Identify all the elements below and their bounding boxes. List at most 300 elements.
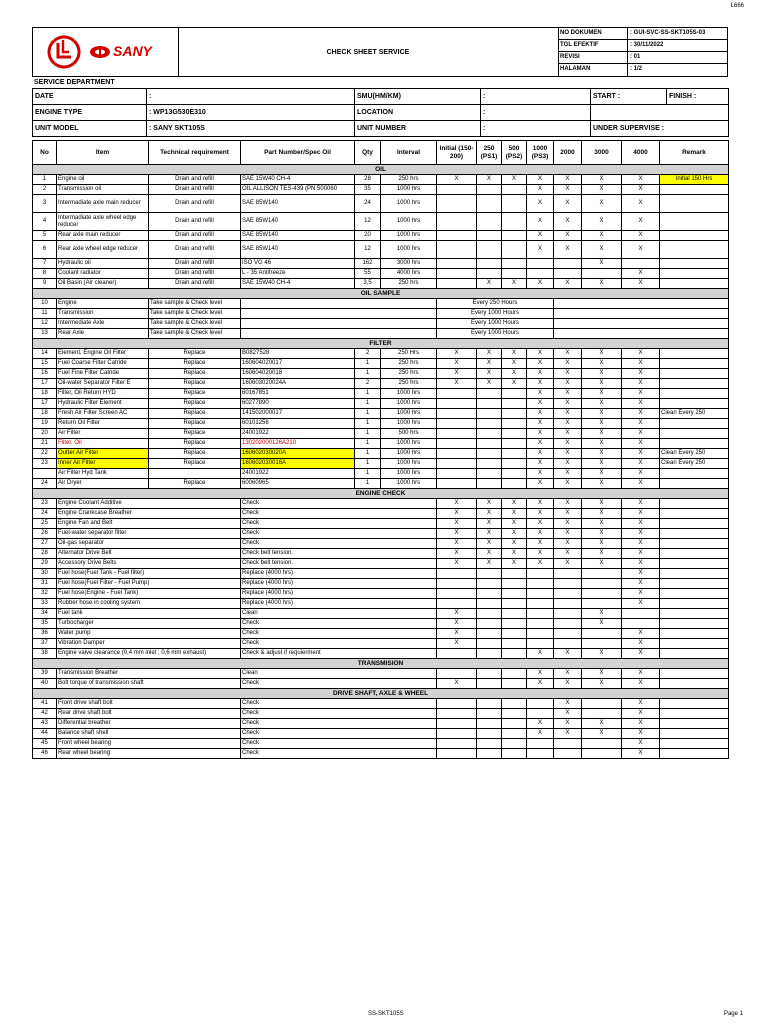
table-cell: Outter Air Filter xyxy=(57,449,149,459)
table-cell: Fuel hose(Engine - Fuel Tank) xyxy=(57,589,241,599)
table-cell xyxy=(477,609,502,619)
table-cell: X xyxy=(527,449,554,459)
table-cell xyxy=(660,379,729,389)
table-row xyxy=(33,629,729,639)
table-cell xyxy=(502,449,527,459)
table-row xyxy=(33,419,729,429)
table-cell: SAE 15W40 CH-4 xyxy=(241,279,355,289)
service-department-label: SERVICE DEPARTMENT xyxy=(34,79,115,86)
table-cell: Drain and refill xyxy=(149,195,241,213)
table-cell: Transmission Breather xyxy=(57,669,241,679)
table-cell xyxy=(502,259,527,269)
table-cell: Take sample & Check level xyxy=(149,299,241,309)
table-cell: X xyxy=(527,195,554,213)
table-cell: 160602030020A xyxy=(241,449,355,459)
table-cell: X xyxy=(527,349,554,359)
table-cell: Replace (4000 hrs) xyxy=(241,569,437,579)
table-cell: Drain and refill xyxy=(149,231,241,241)
table-cell: X xyxy=(582,619,622,629)
table-cell: X xyxy=(622,213,660,231)
column-header: 500 (PS2) xyxy=(502,141,527,165)
table-cell: Take sample & Check level xyxy=(149,319,241,329)
table-cell: 41 xyxy=(33,699,57,709)
table-cell: 9 xyxy=(33,279,57,289)
table-cell xyxy=(554,319,729,329)
table-cell: X xyxy=(582,399,622,409)
table-row xyxy=(33,259,729,269)
table-cell: Fuel Fine Filter Catride xyxy=(57,369,149,379)
table-cell: X xyxy=(582,359,622,369)
table-cell xyxy=(554,579,582,589)
table-cell xyxy=(660,599,729,609)
table-cell: 27 xyxy=(33,539,57,549)
table-cell: OIL ALLISON TES-439 (PN 500060 xyxy=(241,185,355,195)
table-cell: 1000 hrs xyxy=(381,439,437,449)
doc-info-value: : 01 xyxy=(630,54,641,60)
company-emblem-icon xyxy=(47,35,81,69)
table-row xyxy=(33,709,729,719)
table-row xyxy=(33,599,729,609)
table-cell xyxy=(502,241,527,259)
table-cell: Return Oil Filter xyxy=(57,419,149,429)
table-cell xyxy=(527,599,554,609)
unit-model-label: UNIT MODEL xyxy=(33,121,147,137)
table-cell xyxy=(660,231,729,241)
table-cell: X xyxy=(477,359,502,369)
table-row xyxy=(33,241,729,259)
table-row xyxy=(33,299,729,309)
table-cell: 1 xyxy=(355,469,381,479)
table-cell: 1000 hrs xyxy=(381,479,437,489)
table-cell xyxy=(660,469,729,479)
table-cell: 10 xyxy=(33,299,57,309)
column-header: No xyxy=(33,141,57,165)
table-cell xyxy=(502,579,527,589)
table-cell: 46 xyxy=(33,749,57,759)
table-cell: Balance shaft shell xyxy=(57,729,241,739)
table-cell xyxy=(660,639,729,649)
table-cell: Bolt torque of transmission shaft xyxy=(57,679,241,689)
table-cell: X xyxy=(477,549,502,559)
table-cell xyxy=(437,469,477,479)
table-cell: 35 xyxy=(33,619,57,629)
table-cell: 5 xyxy=(33,231,57,241)
table-cell: X xyxy=(502,539,527,549)
table-cell: X xyxy=(554,419,582,429)
location-field[interactable]: : xyxy=(481,105,591,121)
table-cell xyxy=(527,579,554,589)
section-header xyxy=(33,659,729,669)
table-cell: X xyxy=(554,729,582,739)
table-cell xyxy=(660,185,729,195)
table-row xyxy=(33,319,729,329)
table-cell: X xyxy=(554,195,582,213)
table-cell: 11 xyxy=(33,309,57,319)
table-cell: X xyxy=(582,539,622,549)
table-cell xyxy=(554,599,582,609)
table-cell: Drain and refill xyxy=(149,241,241,259)
sany-logo-icon xyxy=(89,45,111,59)
table-cell xyxy=(502,749,527,759)
table-cell xyxy=(554,569,582,579)
table-cell: X xyxy=(554,359,582,369)
table-cell: X xyxy=(582,369,622,379)
table-cell: X xyxy=(527,399,554,409)
doc-info-key: HALAMAN xyxy=(558,64,628,76)
table-cell: 25 xyxy=(33,519,57,529)
table-row xyxy=(33,409,729,419)
table-cell: X xyxy=(437,559,477,569)
table-cell: 21 xyxy=(33,439,57,449)
table-cell: 1 xyxy=(355,479,381,489)
table-cell xyxy=(502,459,527,469)
table-cell: 12 xyxy=(355,241,381,259)
table-cell xyxy=(437,399,477,409)
table-row xyxy=(33,459,729,469)
table-row xyxy=(33,669,729,679)
table-cell: 60060965 xyxy=(241,479,355,489)
table-cell: X xyxy=(502,509,527,519)
table-cell: Rear axle main reducer xyxy=(57,231,149,241)
table-cell: X xyxy=(554,539,582,549)
table-cell: X xyxy=(582,389,622,399)
table-cell xyxy=(477,389,502,399)
table-cell: X xyxy=(527,669,554,679)
table-cell: Fuel-water separator filter xyxy=(57,529,241,539)
section-title: OIL xyxy=(33,165,729,175)
table-cell xyxy=(502,213,527,231)
table-cell: Differential breather xyxy=(57,719,241,729)
table-cell: X xyxy=(582,231,622,241)
table-cell: Filter, Oil xyxy=(57,439,149,449)
table-cell xyxy=(477,719,502,729)
table-cell: X xyxy=(554,529,582,539)
table-cell xyxy=(437,231,477,241)
table-cell: Check xyxy=(241,719,437,729)
table-row xyxy=(33,369,729,379)
table-cell: 38 xyxy=(33,649,57,659)
table-cell xyxy=(149,469,241,479)
table-cell: X xyxy=(502,369,527,379)
table-cell: X xyxy=(554,559,582,569)
engine-type-label: ENGINE TYPE xyxy=(33,105,147,121)
doc-info-row xyxy=(558,40,727,52)
table-cell: X xyxy=(502,529,527,539)
table-cell: Clean Every 250 xyxy=(660,409,729,419)
table-row xyxy=(33,449,729,459)
finish-field[interactable]: FINISH : xyxy=(667,89,729,105)
start-field[interactable]: START : xyxy=(591,89,667,105)
table-cell xyxy=(477,729,502,739)
table-cell: 250 hrs xyxy=(381,379,437,389)
table-row xyxy=(33,509,729,519)
table-cell: X xyxy=(554,449,582,459)
table-cell: Turbocharger xyxy=(57,619,241,629)
table-cell xyxy=(660,629,729,639)
table-cell: Oil Basin (Air cleaner) xyxy=(57,279,149,289)
table-cell: X xyxy=(622,279,660,289)
table-cell: X xyxy=(527,419,554,429)
table-cell: Transmission xyxy=(57,309,149,319)
table-cell: Check xyxy=(241,509,437,519)
table-row xyxy=(33,579,729,589)
table-cell: X xyxy=(437,349,477,359)
table-cell: Fuel hose(Fuel Filter - Fuel Pump) xyxy=(57,579,241,589)
table-cell: X xyxy=(477,349,502,359)
table-cell xyxy=(582,699,622,709)
table-cell: X xyxy=(622,269,660,279)
table-cell: X xyxy=(437,175,477,185)
table-cell xyxy=(502,719,527,729)
table-cell xyxy=(527,639,554,649)
table-cell xyxy=(502,479,527,489)
table-cell: 250 hrs xyxy=(381,359,437,369)
table-cell: Alternator Drive Belt xyxy=(57,549,241,559)
table-cell: 13 xyxy=(33,329,57,339)
table-cell: 55 xyxy=(355,269,381,279)
table-cell xyxy=(582,639,622,649)
table-cell: Replace xyxy=(149,389,241,399)
table-cell: X xyxy=(582,609,622,619)
table-cell xyxy=(437,729,477,739)
section-title: FILTER xyxy=(33,339,729,349)
table-cell: Air Dryer xyxy=(57,479,149,489)
brand-name: SANY xyxy=(113,43,152,59)
table-cell xyxy=(582,739,622,749)
table-cell: X xyxy=(554,699,582,709)
table-cell: X xyxy=(527,729,554,739)
table-cell: 24 xyxy=(355,195,381,213)
table-cell xyxy=(582,629,622,639)
table-cell: Front drive shaft bolt xyxy=(57,699,241,709)
table-row xyxy=(33,399,729,409)
table-cell: SAE 15W40 CH-4 xyxy=(241,175,355,185)
smu-field[interactable]: : xyxy=(481,89,591,105)
table-cell: X xyxy=(437,359,477,369)
table-cell: X xyxy=(527,241,554,259)
table-cell: X xyxy=(527,389,554,399)
section-title: ENGINE CHECK xyxy=(33,489,729,499)
table-cell: 1000 hrs xyxy=(381,213,437,231)
table-cell: X xyxy=(622,719,660,729)
table-cell: Front wheel bearing xyxy=(57,739,241,749)
table-cell: X xyxy=(527,469,554,479)
table-cell: Replace xyxy=(149,419,241,429)
table-cell xyxy=(477,439,502,449)
table-cell: X xyxy=(554,459,582,469)
table-cell xyxy=(33,469,57,479)
table-cell xyxy=(502,729,527,739)
table-cell xyxy=(437,439,477,449)
table-cell: Replace xyxy=(149,369,241,379)
table-cell xyxy=(527,619,554,629)
table-cell xyxy=(660,269,729,279)
under-supervise-field[interactable]: UNDER SUPERVISE : xyxy=(591,121,729,137)
table-cell: X xyxy=(582,559,622,569)
table-cell: Check xyxy=(241,499,437,509)
table-cell: 15 xyxy=(33,359,57,369)
table-cell: Replace xyxy=(149,479,241,489)
table-cell xyxy=(660,509,729,519)
table-row xyxy=(33,499,729,509)
table-cell: 1000 hrs xyxy=(381,449,437,459)
table-cell xyxy=(477,185,502,195)
table-row xyxy=(33,279,729,289)
doc-info-value: : 1/2 xyxy=(630,66,643,72)
table-cell: Fresh Air Filter Screen AC xyxy=(57,409,149,419)
check-sheet-table xyxy=(32,140,729,759)
table-cell xyxy=(502,399,527,409)
table-cell xyxy=(437,259,477,269)
table-cell xyxy=(660,709,729,719)
page-number: Page 1 xyxy=(723,1011,743,1017)
table-cell: Check xyxy=(241,699,437,709)
table-cell: X xyxy=(554,369,582,379)
table-cell: SAE 85W140 xyxy=(241,241,355,259)
table-cell: SAE 85W140 xyxy=(241,231,355,241)
table-cell: X xyxy=(437,639,477,649)
table-row xyxy=(33,649,729,659)
table-cell: 1 xyxy=(355,449,381,459)
table-cell xyxy=(437,213,477,231)
table-cell: Drain and refill xyxy=(149,213,241,231)
date-field[interactable]: : xyxy=(147,89,355,105)
table-cell xyxy=(527,609,554,619)
table-cell: Check xyxy=(241,739,437,749)
table-cell: X xyxy=(622,479,660,489)
table-cell: 28 xyxy=(33,549,57,559)
table-cell: Every 1000 Hours xyxy=(437,309,554,319)
table-cell xyxy=(477,459,502,469)
table-cell: X xyxy=(554,213,582,231)
table-cell: 36 xyxy=(33,629,57,639)
table-cell xyxy=(477,629,502,639)
smu-label: SMU(HM/KM) xyxy=(355,89,481,105)
document-info xyxy=(558,28,727,76)
table-cell: Initial 150 Hrs xyxy=(660,175,729,185)
table-cell: X xyxy=(622,409,660,419)
table-cell: X xyxy=(622,359,660,369)
table-cell xyxy=(660,679,729,689)
table-cell xyxy=(477,213,502,231)
table-cell xyxy=(477,231,502,241)
table-cell xyxy=(527,699,554,709)
table-cell xyxy=(554,609,582,619)
column-header: Initial (150-200) xyxy=(437,141,477,165)
column-header: 3000 xyxy=(582,141,622,165)
table-cell: 40 xyxy=(33,679,57,689)
table-cell: 37 xyxy=(33,639,57,649)
table-cell xyxy=(660,349,729,359)
table-cell xyxy=(582,269,622,279)
table-cell xyxy=(502,195,527,213)
doc-info-value: : GUI-SVC-SS-SKT105S-03 xyxy=(630,30,706,36)
table-cell: 12 xyxy=(33,319,57,329)
table-cell: Check xyxy=(241,729,437,739)
table-row xyxy=(33,539,729,549)
table-cell: Check xyxy=(241,529,437,539)
table-cell: 1000 hrs xyxy=(381,241,437,259)
table-cell: X xyxy=(622,559,660,569)
table-cell: 17 xyxy=(33,399,57,409)
table-cell: X xyxy=(622,549,660,559)
table-cell: 20 xyxy=(33,429,57,439)
table-cell: X xyxy=(582,529,622,539)
table-row xyxy=(33,175,729,185)
unit-number-field[interactable]: : xyxy=(481,121,591,137)
table-cell xyxy=(660,519,729,529)
table-cell: X xyxy=(437,529,477,539)
table-cell: Replace (4000 hrs) xyxy=(241,579,437,589)
table-cell xyxy=(437,739,477,749)
table-cell: X xyxy=(502,549,527,559)
table-cell xyxy=(437,459,477,469)
table-cell: X xyxy=(622,399,660,409)
table-cell: X xyxy=(437,679,477,689)
table-cell: X xyxy=(477,499,502,509)
table-row xyxy=(33,569,729,579)
table-row xyxy=(33,719,729,729)
table-cell: Hydraulic Filter Element xyxy=(57,399,149,409)
table-cell: X xyxy=(622,539,660,549)
table-cell xyxy=(437,699,477,709)
table-cell: X xyxy=(582,213,622,231)
table-cell: X xyxy=(554,389,582,399)
table-row xyxy=(33,699,729,709)
table-cell: X xyxy=(582,409,622,419)
table-cell xyxy=(660,719,729,729)
table-cell: 1 xyxy=(355,429,381,439)
table-cell: 32 xyxy=(33,589,57,599)
table-row xyxy=(33,729,729,739)
table-cell: 1 xyxy=(355,409,381,419)
table-cell: X xyxy=(622,519,660,529)
table-cell: X xyxy=(527,359,554,369)
table-cell: Hydraulic oil xyxy=(57,259,149,269)
table-cell xyxy=(660,649,729,659)
table-cell xyxy=(477,589,502,599)
table-cell: X xyxy=(527,539,554,549)
table-cell xyxy=(437,185,477,195)
location-label: LOCATION xyxy=(355,105,481,121)
table-cell: X xyxy=(622,599,660,609)
table-cell: Air Filter xyxy=(57,429,149,439)
table-cell: X xyxy=(527,719,554,729)
table-cell xyxy=(527,269,554,279)
table-cell xyxy=(660,429,729,439)
table-cell: Inner Air Filter xyxy=(57,459,149,469)
table-cell xyxy=(660,569,729,579)
table-cell: 160602030016A xyxy=(241,459,355,469)
table-cell: X xyxy=(582,195,622,213)
table-cell: X xyxy=(502,499,527,509)
table-cell xyxy=(477,739,502,749)
column-header: Technical requirement xyxy=(149,141,241,165)
table-cell: X xyxy=(437,379,477,389)
table-cell: 1000 hrs xyxy=(381,419,437,429)
table-cell xyxy=(660,609,729,619)
table-cell: 130202000126A210 xyxy=(241,439,355,449)
table-row xyxy=(33,589,729,599)
table-cell xyxy=(502,185,527,195)
table-cell: X xyxy=(502,279,527,289)
table-cell: X xyxy=(582,449,622,459)
table-cell: X xyxy=(582,429,622,439)
table-cell xyxy=(622,259,660,269)
table-cell: X xyxy=(527,439,554,449)
table-row xyxy=(33,185,729,195)
table-cell xyxy=(477,679,502,689)
